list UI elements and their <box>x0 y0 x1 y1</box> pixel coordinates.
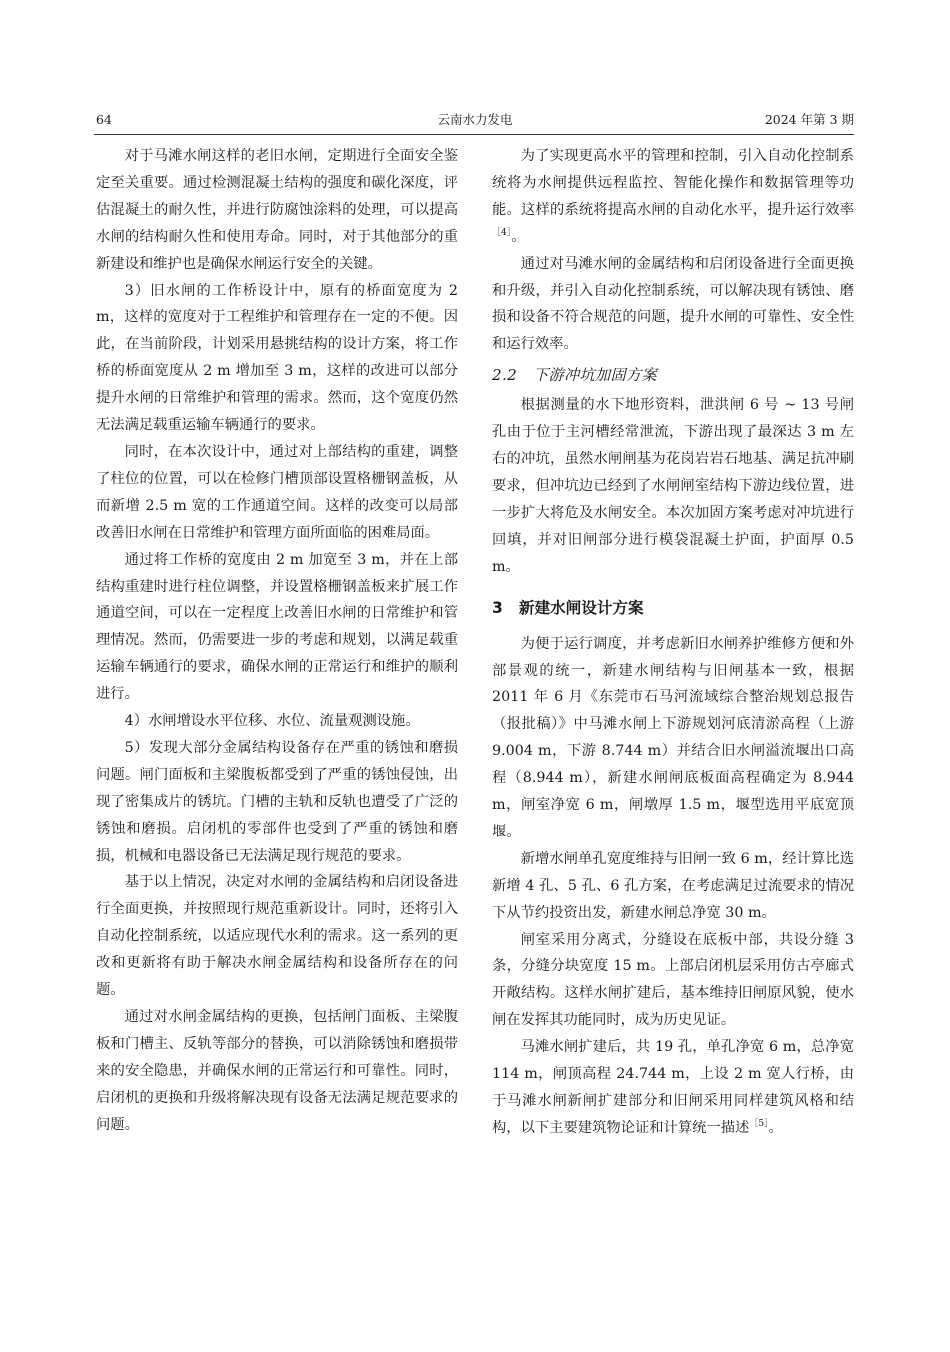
page-number: 64 <box>96 112 112 127</box>
paragraph-text: 马滩水闸扩建后，共 19 孔，单孔净宽 6 m，总净宽 114 m，闸顶高程 24.744 m，上设 2 m 宽人行桥，由于马滩水闸新闸扩建部分和旧闸采用同样建筑风格和结构，以下主要建筑物论证和计算统一描述 <box>492 1039 854 1136</box>
paragraph: 为便于运行调度，并考虑新旧水闸养护维修方便和外部景观的统一，新建水闸结构与旧闸基本一致，根据 2011 年 6 月《东莞市石马河流域综合整治规划总报告（报批稿）》中马滩水闸上下游规划河底清淤高程（上游 9.004 m，下游 8.744 m）并结合旧水闸溢流堰出口高程（8.944 m），新建水闸闸底板面高程确定为 8.944 m，闸室净宽 6 m，闸墩厚 1.5 m，堰型选用平底宽顶堰。 <box>492 635 854 840</box>
paragraph: 通过将工作桥的宽度由 2 m 加宽至 3 m，并在上部结构重建时进行柱位调整，并设置格栅钢盖板来扩展工作通道空间，可以在一定程度上改善旧水闸的日常维护和管理情况。然而，仍需要进一步的考虑和规划，以满足载重运输车辆通行的要求，确保水闸的正常运行和维护的顺利进行。 <box>96 551 458 703</box>
paragraph: 通过对马滩水闸的金属结构和启闭设备进行全面更换和升级，并引入自动化控制系统，可以解决现有锈蚀、磨损和设备不符合规范的问题，提升水闸的可靠性、安全性和运行效率。 <box>492 255 854 353</box>
paragraph-end: 。 <box>768 1119 783 1136</box>
paragraph: 通过对水闸金属结构的更换，包括闸门面板、主梁腹板和门槽主、反轨等部分的替换，可以消除锈蚀和磨损带来的安全隐患，并确保水闸的正常运行和可靠性。同时，启闭机的更换和升级将解决现有设备无法满足规范要求的问题。 <box>96 1009 458 1133</box>
paragraph: 3）旧水闸的工作桥设计中，原有的桥面宽度为 2 m，这样的宽度对于工程维护和管理存在一定的不便。因此，在当前阶段，计划采用悬挑结构的设计方案，将工作桥的桥面宽度从 2 m 增加至 3 m，这样的改进可以部分提升水闸的日常维护和管理的需求。然而，这个宽度仍然无法满足载重运输车辆通行的要求。 <box>96 282 458 434</box>
section-heading-2-2 <box>492 362 854 388</box>
paragraph-text: 为了实现更高水平的管理和控制，引入自动化控制系统将为水闸提供远程监控、智能化操作和数据管理等功能。这样的系统将提高水闸的自动化水平，提升运行效率 <box>492 148 854 218</box>
section-title: 下游冲坑加固方案 <box>533 366 657 385</box>
left-column <box>96 143 458 1139</box>
paragraph: 根据测量的水下地形资料，泄洪闸 6 号 ~ 13 号闸孔由于位于主河槽经常泄流，下游出现了最深达 3 m 左右的冲坑，虽然水闸闸基为花岗岩岩石地基、满足抗冲刷要求，但冲坑边已经到了水闸闸室结构下游边线位置，进一步扩大将危及水闸安全。本次加固方案考虑对冲坑进行回填，并对旧闸部分进行模袋混凝土护面，护面厚 0.5 m。 <box>492 397 854 575</box>
citation-ref: ［5］ <box>749 1119 769 1130</box>
paragraph <box>492 143 854 251</box>
issue-label: 2024 年第 3 期 <box>764 112 854 127</box>
paragraph: 5）发现大部分金属结构设备存在严重的锈蚀和磨损问题。闸门面板和主梁腹板都受到了严重的锈蚀侵蚀，出现了密集成片的锈坑。门槽的主轨和反轨也遭受了广泛的锈蚀和磨损。启闭机的零部件也受到了严重的锈蚀和磨损，机械和电器设备已无法满足现行规范的要求。 <box>96 739 458 864</box>
section-heading-3 <box>492 595 854 621</box>
section-number: 2.2 <box>492 366 518 385</box>
running-header <box>96 110 854 130</box>
citation-ref: ［4］ <box>492 227 512 238</box>
paragraph: 同时，在本次设计中，通过对上部结构的重建，调整了柱位的位置，可以在检修门槽顶部设置格栅钢盖板，从而新增 2.5 m 宽的工作通道空间。这样的改变可以局部改善旧水闸在日常维护和管理方面所面临的困难局面。 <box>96 443 458 541</box>
paragraph-end: 。 <box>511 228 526 245</box>
section-number: 3 <box>492 598 503 617</box>
header-rule <box>94 134 854 135</box>
journal-title: 云南水力发电 <box>437 112 513 127</box>
paragraph: 闸室采用分离式，分缝设在底板中部，共设分缝 3 条，分缝分块宽度 15 m。上部启闭机层采用仿古亭廊式开敞结构。这样水闸扩建后，基本维持旧闸原风貌，使水闸在发挥其功能同时，成为历史见证。 <box>492 931 854 1029</box>
paragraph: 新增水闸单孔宽度维持与旧闸一致 6 m，经计算比选新增 4 孔、5 孔、6 孔方案，在考虑满足过流要求的情况下从节约投资出发，新建水闸总净宽 30 m。 <box>492 850 854 921</box>
paragraph: 基于以上情况，决定对水闸的金属结构和启闭设备进行全面更换，并按照现行规范重新设计。同时，还将引入自动化控制系统，以适应现代水利的需求。这一系列的更改和更新将有助于解决水闸金属结构和设备所存在的问题。 <box>96 874 458 999</box>
paragraph: 对于马滩水闸这样的老旧水闸，定期进行全面安全鉴定至关重要。通过检测混凝土结构的强度和碳化深度，评估混凝土的耐久性，并进行防腐蚀涂料的处理，可以提高水闸的结构耐久性和使用寿命。同时，对于其他部分的重新建设和维护也是确保水闸运行安全的关键。 <box>96 148 458 272</box>
right-column <box>492 143 854 1142</box>
paragraph: 4）水闸增设水平位移、水位、流量观测设施。 <box>124 713 420 730</box>
section-title: 新建水闸设计方案 <box>518 598 644 617</box>
paragraph <box>492 1034 854 1142</box>
